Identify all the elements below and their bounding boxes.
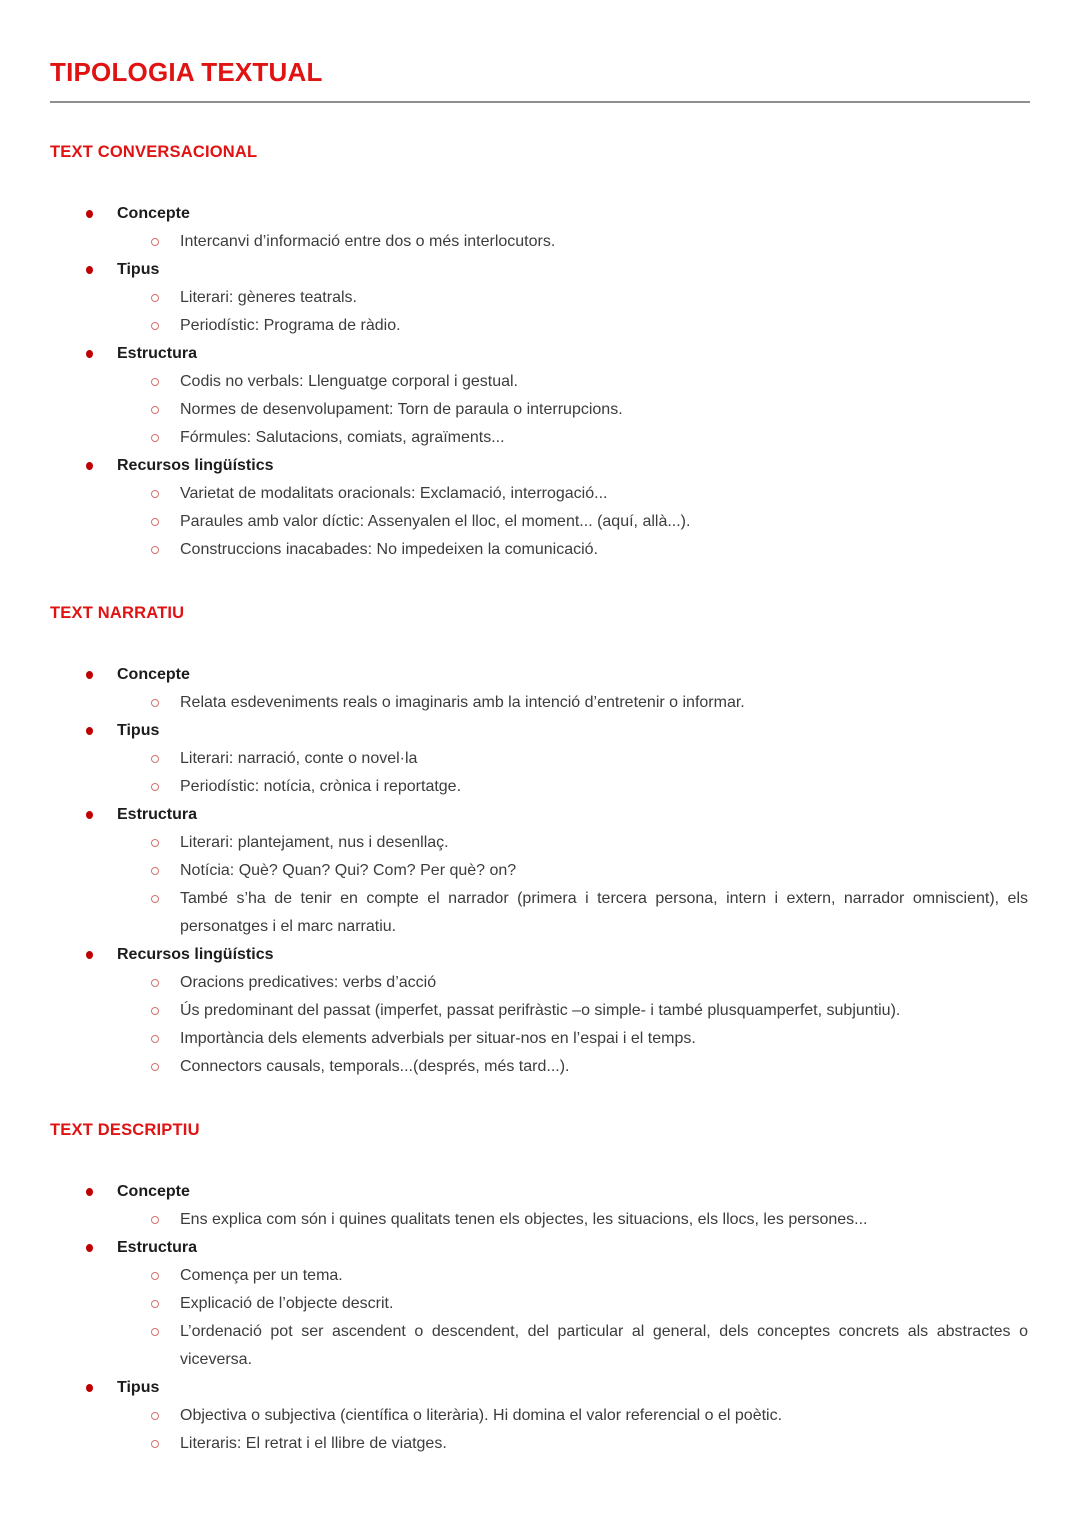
topic-list (50, 661, 1030, 1081)
page-title: TIPOLOGIA TEXTUAL (50, 57, 323, 87)
topic-item (50, 340, 1030, 452)
circle-bullet-icon (151, 1412, 159, 1420)
section-descriptiu (50, 1121, 1030, 1458)
topic-item (50, 661, 1030, 717)
circle-bullet-icon (151, 1063, 159, 1071)
subtopic-text: Literari: plantejament, nus i desenllaç. (180, 834, 449, 851)
subtopic-item (50, 997, 1030, 1025)
subtopic-text: Normes de desenvolupament: Torn de paraula o interrupcions. (180, 401, 623, 418)
topic-label: Tipus (117, 1379, 160, 1396)
subtopic-item (50, 396, 1030, 424)
section-heading: TEXT DESCRIPTIU (50, 1121, 200, 1139)
subtopic-text: Periodístic: Programa de ràdio. (180, 317, 401, 334)
subtopic-item (50, 689, 1030, 717)
circle-bullet-icon (151, 406, 159, 414)
subtopic-text: Connectors causals, temporals...(després, més tard...). (180, 1058, 570, 1075)
circle-bullet-icon (151, 1216, 159, 1224)
circle-bullet-icon (151, 546, 159, 554)
disc-bullet-icon (86, 671, 93, 679)
circle-bullet-icon (151, 1007, 159, 1015)
subtopic-text: També s’ha de tenir en compte el narrador (primera i tercera persona, intern i extern, narrador omniscient), els personatges i el marc narratiu. (180, 890, 1028, 935)
subtopic-item (50, 1025, 1030, 1053)
disc-bullet-icon (86, 951, 93, 959)
subtopic-text: Literari: narració, conte o novel·la (180, 750, 418, 767)
subtopic-item (50, 508, 1030, 536)
disc-bullet-icon (86, 210, 93, 218)
disc-bullet-icon (86, 1188, 93, 1196)
subtopic-list (50, 284, 1030, 340)
topic-item (50, 1374, 1030, 1458)
subtopic-text: Varietat de modalitats oracionals: Exclamació, interrogació... (180, 485, 608, 502)
subtopic-item (50, 969, 1030, 997)
subtopic-item (50, 1206, 1030, 1234)
topic-label: Concepte (117, 666, 190, 683)
disc-bullet-icon (86, 811, 93, 819)
section-heading: TEXT NARRATIU (50, 604, 185, 622)
subtopic-item (50, 536, 1030, 564)
subtopic-list (50, 1206, 1030, 1234)
topic-item (50, 1234, 1030, 1374)
subtopic-text: Codis no verbals: Llenguatge corporal i gestual. (180, 373, 518, 390)
subtopic-list (50, 480, 1030, 564)
topic-label: Concepte (117, 205, 190, 222)
subtopic-text: Literari: gèneres teatrals. (180, 289, 357, 306)
subtopic-text: Notícia: Què? Quan? Qui? Com? Per què? on? (180, 862, 517, 879)
circle-bullet-icon (151, 839, 159, 847)
circle-bullet-icon (151, 518, 159, 526)
disc-bullet-icon (86, 350, 93, 358)
subtopic-item (50, 885, 1030, 941)
subtopic-item (50, 424, 1030, 452)
topic-label: Estructura (117, 1239, 198, 1256)
disc-bullet-icon (86, 1384, 93, 1392)
topic-list (50, 1178, 1030, 1458)
circle-bullet-icon (151, 895, 159, 903)
subtopic-list (50, 1262, 1030, 1374)
subtopic-text: Relata esdeveniments reals o imaginaris amb la intenció d’entretenir o informar. (180, 694, 745, 711)
topic-item (50, 717, 1030, 801)
topic-item (50, 256, 1030, 340)
topic-item (50, 941, 1030, 1081)
subtopic-item (50, 228, 1030, 256)
subtopic-text: Oracions predicatives: verbs d’acció (180, 974, 437, 991)
subtopic-list (50, 829, 1030, 941)
subtopic-text: Ens explica com són i quines qualitats tenen els objectes, les situacions, els llocs, les persones... (180, 1211, 868, 1228)
subtopic-list (50, 689, 1030, 717)
subtopic-text: Comença per un tema. (180, 1267, 343, 1284)
disc-bullet-icon (86, 462, 93, 470)
topic-label: Estructura (117, 806, 198, 823)
subtopic-text: Fórmules: Salutacions, comiats, agraïments... (180, 429, 505, 446)
topic-item (50, 200, 1030, 256)
subtopic-item (50, 745, 1030, 773)
circle-bullet-icon (151, 1328, 159, 1336)
subtopic-list (50, 969, 1030, 1081)
circle-bullet-icon (151, 322, 159, 330)
circle-bullet-icon (151, 755, 159, 763)
circle-bullet-icon (151, 1300, 159, 1308)
subtopic-item (50, 284, 1030, 312)
subtopic-item (50, 1290, 1030, 1318)
subtopic-text: Periodístic: notícia, crònica i reportatge. (180, 778, 462, 795)
subtopic-item (50, 1262, 1030, 1290)
circle-bullet-icon (151, 1035, 159, 1043)
circle-bullet-icon (151, 378, 159, 386)
circle-bullet-icon (151, 490, 159, 498)
topic-label: Recursos lingüístics (117, 946, 274, 963)
subtopic-list (50, 1402, 1030, 1458)
circle-bullet-icon (151, 979, 159, 987)
topic-item (50, 1178, 1030, 1234)
circle-bullet-icon (151, 783, 159, 791)
topic-label: Tipus (117, 261, 160, 278)
subtopic-item (50, 773, 1030, 801)
disc-bullet-icon (86, 1244, 93, 1252)
subtopic-text: Ús predominant del passat (imperfet, passat perifràstic –o simple- i també plusquamperfet, subjuntiu). (180, 1002, 901, 1019)
subtopic-item (50, 1053, 1030, 1081)
subtopic-item (50, 1318, 1030, 1374)
subtopic-text: Intercanvi d’informació entre dos o més interlocutors. (180, 233, 556, 250)
subtopic-item (50, 312, 1030, 340)
topic-label: Estructura (117, 345, 198, 362)
circle-bullet-icon (151, 699, 159, 707)
subtopic-text: Construccions inacabades: No impedeixen la comunicació. (180, 541, 598, 558)
subtopic-list (50, 228, 1030, 256)
section-heading: TEXT CONVERSACIONAL (50, 143, 258, 161)
subtopic-text: Literaris: El retrat i el llibre de viatges. (180, 1435, 447, 1452)
circle-bullet-icon (151, 238, 159, 246)
circle-bullet-icon (151, 1440, 159, 1448)
subtopic-text: Paraules amb valor díctic: Assenyalen el lloc, el moment... (aquí, allà...). (180, 513, 691, 530)
subtopic-item (50, 829, 1030, 857)
topic-label: Recursos lingüístics (117, 457, 274, 474)
circle-bullet-icon (151, 867, 159, 875)
disc-bullet-icon (86, 727, 93, 735)
circle-bullet-icon (151, 294, 159, 302)
section-narratiu (50, 604, 1030, 1081)
subtopic-item (50, 480, 1030, 508)
disc-bullet-icon (86, 266, 93, 274)
title-divider (50, 101, 1030, 103)
subtopic-text: Objectiva o subjectiva (científica o literària). Hi domina el valor referencial o el poètic. (180, 1407, 783, 1424)
circle-bullet-icon (151, 1272, 159, 1280)
subtopic-list (50, 368, 1030, 452)
subtopic-item (50, 857, 1030, 885)
subtopic-item (50, 1430, 1030, 1458)
topic-label: Concepte (117, 1183, 190, 1200)
subtopic-text: Importància dels elements adverbials per situar-nos en l’espai i el temps. (180, 1030, 696, 1047)
topic-item (50, 452, 1030, 564)
subtopic-item (50, 1402, 1030, 1430)
topic-list (50, 200, 1030, 564)
subtopic-text: L’ordenació pot ser ascendent o descendent, del particular al general, dels conceptes concrets als abstractes o viceversa. (180, 1323, 1028, 1368)
topic-label: Tipus (117, 722, 160, 739)
subtopic-text: Explicació de l’objecte descrit. (180, 1295, 394, 1312)
section-conversacional (50, 143, 1030, 564)
subtopic-list (50, 745, 1030, 801)
topic-item (50, 801, 1030, 941)
circle-bullet-icon (151, 434, 159, 442)
subtopic-item (50, 368, 1030, 396)
